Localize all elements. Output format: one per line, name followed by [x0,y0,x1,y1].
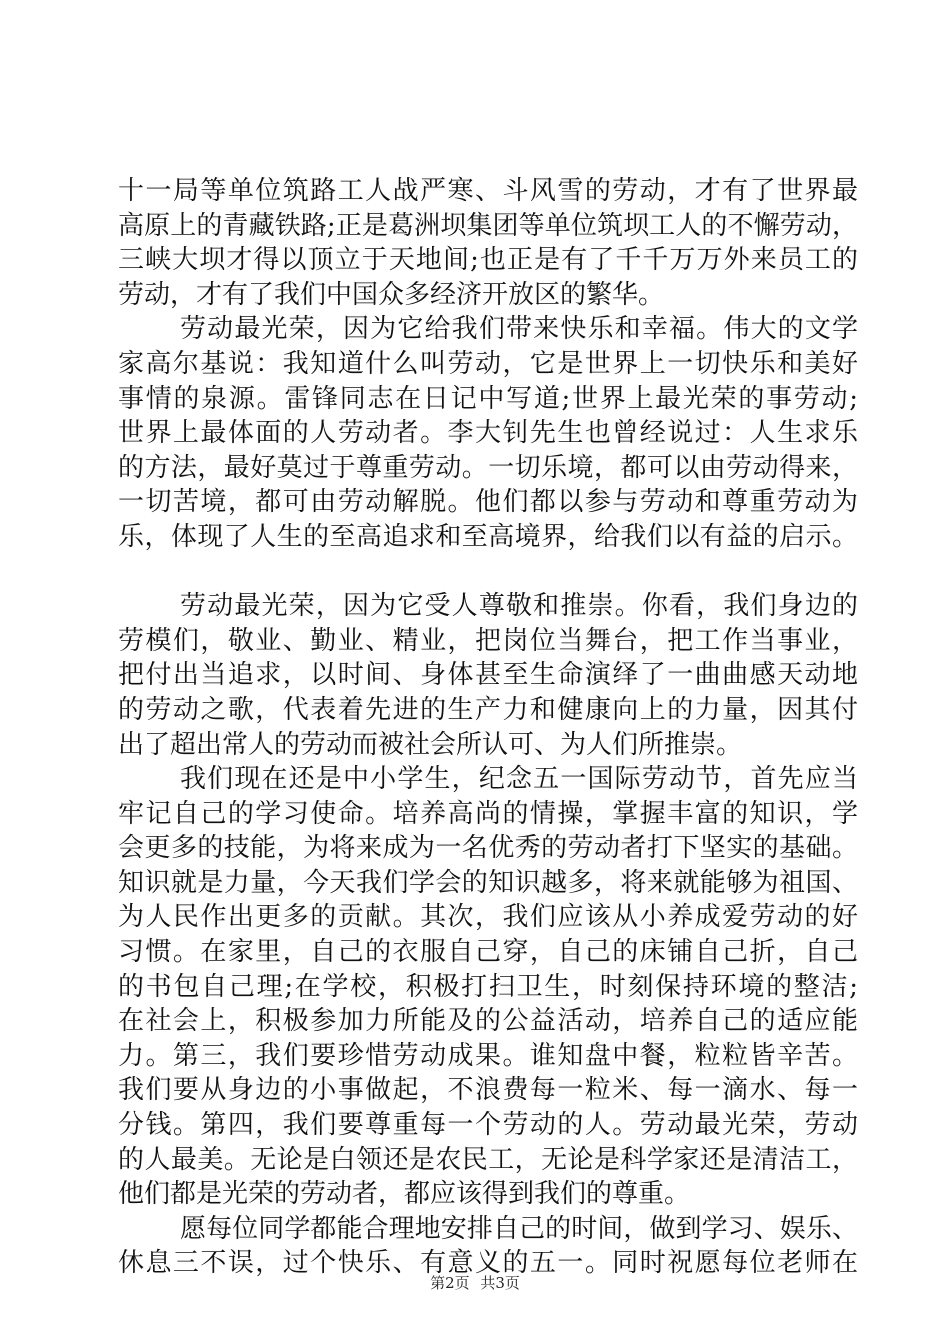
page-footer [0,1272,950,1293]
paragraph [118,312,858,554]
text-line: 在社会上，积极参加力所能及的公益活动，培养自己的适应能 [118,1006,858,1037]
text-line: 休息三不误，过个快乐、有意义的五一。同时祝愿每位老师在 [118,1248,858,1279]
text-line: 我们要从身边的小事做起，不浪费每一粒米、每一滴水、每一 [118,1075,858,1106]
text-line: 知识就是力量，今天我们学会的知识越多，将来就能够为祖国、 [118,867,858,898]
text-line: 劳动最光荣，因为它受人尊敬和推崇。你看，我们身边的 [180,591,858,622]
text-line: 家高尔基说：我知道什么叫劳动，它是世界上一切快乐和美好 [118,348,858,379]
text-line: 习惯。在家里，自己的衣服自己穿，自己的床铺自己折，自己 [118,937,858,968]
paragraph [118,762,858,1212]
text-line: 乐，体现了人生的至高追求和至高境界，给我们以有益的启示。 [118,521,858,552]
page-number: 第2页 [430,1274,470,1292]
document-body [118,174,858,1281]
paragraph [118,589,858,762]
text-line: 力。第三，我们要珍惜劳动成果。谁知盘中餐，粒粒皆辛苦。 [118,1040,858,1071]
text-line: 分钱。第四，我们要尊重每一个劳动的人。劳动最光荣，劳动 [118,1110,858,1141]
page-total: 共3页 [480,1274,520,1292]
text-line: 事情的泉源。雷锋同志在日记中写道;世界上最光荣的事劳动; [118,383,858,414]
text-line: 把付出当追求，以时间、身体甚至生命演绎了一曲曲感天动地 [118,660,858,691]
text-line: 的劳动之歌，代表着先进的生产力和健康向上的力量，因其付 [118,694,858,725]
text-line: 劳动最光荣，因为它给我们带来快乐和幸福。伟大的文学 [180,314,858,345]
text-line: 我们现在还是中小学生，纪念五一国际劳动节，首先应当 [180,764,858,795]
text-line: 劳模们，敬业、勤业、精业，把岗位当舞台，把工作当事业， [118,625,858,656]
paragraph [118,174,858,312]
text-line: 三峡大坝才得以顶立于天地间;也正是有了千千万万外来员工的 [118,245,858,276]
text-line: 他们都是光荣的劳动者，都应该得到我们的尊重。 [118,1179,691,1210]
text-line: 的方法，最好莫过于尊重劳动。一切乐境，都可以由劳动得来， [118,452,858,483]
text-line: 牢记自己的学习使命。培养高尚的情操，掌握丰富的知识，学 [118,798,858,829]
text-line: 会更多的技能，为将来成为一名优秀的劳动者打下坚实的基础。 [118,833,858,864]
text-line: 高原上的青藏铁路;正是葛洲坝集团等单位筑坝工人的不懈劳动， [118,210,858,241]
text-line: 的书包自己理;在学校，积极打扫卫生，时刻保持环境的整洁; [118,971,858,1002]
text-line: 愿每位同学都能合理地安排自己的时间，做到学习、娱乐、 [180,1213,858,1244]
text-line: 出了超出常人的劳动而被社会所认可、为人们所推崇。 [118,729,743,760]
text-line: 为人民作出更多的贡献。其次，我们应该从小养成爱劳动的好 [118,902,858,933]
text-line: 十一局等单位筑路工人战严寒、斗风雪的劳动，才有了世界最 [118,176,858,206]
text-line: 一切苦境，都可由劳动解脱。他们都以参与劳动和尊重劳动为 [118,487,858,518]
text-line: 劳动，才有了我们中国众多经济开放区的繁华。 [118,279,665,310]
text-line: 的人最美。无论是白领还是农民工，无论是科学家还是清洁工， [118,1144,858,1175]
paragraph-gap [118,555,858,590]
paragraph [118,1212,858,1281]
text-line: 世界上最体面的人劳动者。李大钊先生也曾经说过：人生求乐 [118,418,858,449]
